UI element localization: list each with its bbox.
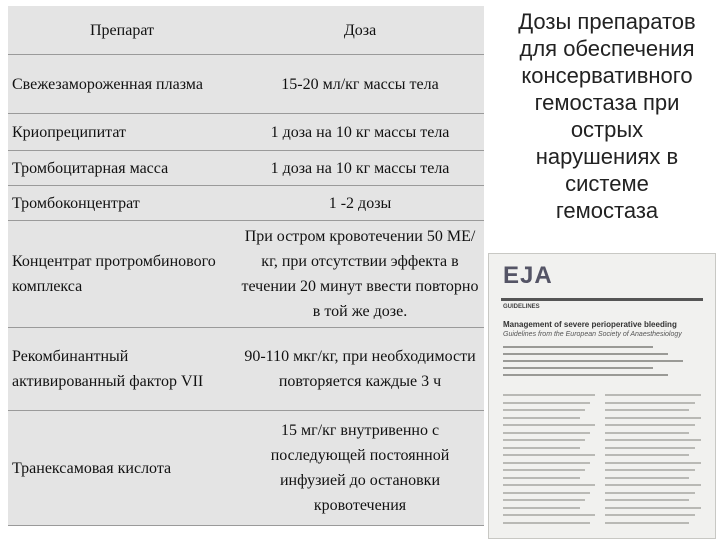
text-line	[605, 469, 695, 471]
drug-cell: Тромбоконцентрат	[8, 186, 236, 221]
drug-cell: Транексамовая кислота	[8, 411, 236, 526]
title-line: системе	[565, 171, 649, 196]
text-line	[503, 367, 653, 369]
text-line	[503, 409, 585, 411]
header-rule	[501, 298, 703, 301]
text-line	[503, 469, 585, 471]
text-line	[503, 424, 595, 426]
header-dose: Доза	[236, 6, 484, 55]
dose-table	[8, 6, 484, 526]
title-line: Дозы препаратов	[518, 9, 696, 34]
title-line: консервативного	[521, 63, 693, 88]
text-line	[503, 346, 653, 348]
text-line	[503, 507, 580, 509]
title-line: гемостаза при	[534, 90, 680, 115]
article-section: GUIDELINES	[503, 304, 540, 310]
title-line: острых	[570, 117, 644, 142]
journal-logo: EJA	[503, 262, 553, 289]
text-line	[503, 402, 590, 404]
text-line	[605, 394, 701, 396]
text-line	[503, 462, 590, 464]
title-line: гемостаза	[555, 198, 659, 223]
drug-cell: Криопреципитат	[8, 114, 236, 151]
text-line	[503, 484, 595, 486]
article-subtitle: Guidelines from the European Society of Anaesthesiology	[503, 331, 682, 338]
text-line	[503, 522, 590, 524]
text-line	[503, 439, 585, 441]
side-title	[498, 8, 716, 224]
text-line	[605, 477, 689, 479]
text-line	[503, 514, 595, 516]
table-row	[8, 114, 484, 151]
table-row	[8, 151, 484, 186]
text-line	[605, 484, 701, 486]
article-title: Management of severe perioperative bleeding	[503, 320, 677, 329]
text-line	[503, 454, 595, 456]
dose-cell: 1 доза на 10 кг массы тела	[236, 114, 484, 151]
text-line	[605, 409, 689, 411]
title-line: нарушениях в	[535, 144, 679, 169]
dose-cell: 1 -2 дозы	[236, 186, 484, 221]
title-line: для обеспечения	[519, 36, 695, 61]
text-line	[503, 432, 590, 434]
text-line	[605, 402, 695, 404]
text-line	[605, 462, 701, 464]
table-row	[8, 328, 484, 411]
text-line	[503, 353, 668, 355]
table-row	[8, 55, 484, 114]
table-header-row	[8, 6, 484, 55]
drug-cell: Концентрат протромбинового комплекса	[8, 221, 236, 328]
text-line	[503, 360, 683, 362]
text-line	[605, 432, 689, 434]
table-row	[8, 186, 484, 221]
text-line	[605, 417, 701, 419]
text-line	[503, 394, 595, 396]
text-line	[605, 507, 701, 509]
dose-cell: 90-110 мкг/кг, при необходимости повторяется каждые 3 ч	[236, 328, 484, 411]
drug-cell: Свежезамороженная плазма	[8, 55, 236, 114]
header-drug: Препарат	[8, 6, 236, 55]
text-line	[605, 447, 695, 449]
table-row	[8, 221, 484, 328]
dose-cell: 15 мг/кг внутривенно с последующей постоянной инфузией до остановки кровотечения	[236, 411, 484, 526]
dose-cell: 15-20 мл/кг массы тела	[236, 55, 484, 114]
text-line	[605, 454, 689, 456]
text-line	[503, 374, 668, 376]
dose-cell: 1 доза на 10 кг массы тела	[236, 151, 484, 186]
text-line	[503, 499, 585, 501]
text-line	[605, 522, 689, 524]
text-line	[503, 447, 580, 449]
drug-cell: Тромбоцитарная масса	[8, 151, 236, 186]
text-line	[503, 477, 580, 479]
text-line	[605, 439, 701, 441]
text-line	[605, 514, 695, 516]
drug-cell: Рекомбинантный активированный фактор VII	[8, 328, 236, 411]
text-line	[605, 424, 695, 426]
table-row	[8, 411, 484, 526]
text-line	[605, 499, 689, 501]
text-line	[605, 492, 695, 494]
journal-article-thumbnail	[488, 253, 716, 539]
text-line	[503, 417, 580, 419]
text-line	[503, 492, 590, 494]
dose-cell: При остром кровотечении 50 МЕ/кг, при отсутствии эффекта в течении 20 минут ввести повторно в той же дозе.	[236, 221, 484, 328]
